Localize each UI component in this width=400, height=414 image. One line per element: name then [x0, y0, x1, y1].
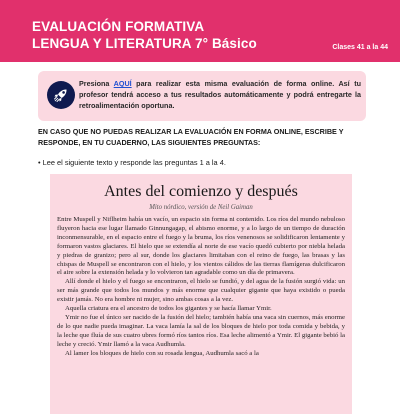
header-banner	[0, 0, 400, 62]
notice-text	[79, 79, 361, 111]
notice-text-before: Presiona	[79, 79, 114, 88]
online-notice-box	[38, 71, 366, 121]
reading-paragraph: Aquella criatura era el ancestro de todos los gigantes y se hacía llamar Ymir.	[65, 305, 272, 313]
reading-subtitle: Mito nórdico, versión de Neil Gaiman	[149, 204, 253, 211]
lessons-range: Clases 41 a la 44	[332, 44, 388, 51]
rocket-icon	[47, 81, 75, 109]
reading-paragraph: Allí donde el hielo y el fuego se encontraron, el hielo se fundió, y del agua de la fusión surgió vida: un ser más grande que todos los mundos y más enorme que cualquier gigante que haya existido o pueda existir jamás. No era hombre ni mujer, sino ambas cosas a la vez.	[57, 278, 345, 304]
header-title-line2: LENGUA Y LITERATURA 7° Básico	[32, 36, 257, 51]
reading-paragraph: Entre Muspell y Niflheim había un vacío, un espacio sin forma ni contenido. Los ríos del mundo nebuloso fluyeron hacia ese lugar llamado Ginnungagap, el abismo enorme, y a lo largo de un tiempo de duración inconmensurable, en el espacio entre el fuego y la bruma, los ríos venenosos se solidificaron lentamente y formaron vastos glaciares. El hielo que se extendía al norte de ese vacío quedó cubierto por niebla helada y piedras de granizo; pero al sur, donde los glaciares limitaban con el reino de fuego, las brasas y las chispas de Muspell se encontraron con el hielo, y los vientos cálidos de las tierras flamígeras dulcificaron el aire sobre la extensión helada y lo volvieron tan agradable como un día de primavera.	[57, 216, 345, 277]
notice-text-after: para realizar esta misma evaluación de forma online. Así tu profesor tendrá acceso a tus resultados automáticamente y podrá entregarte la retroalimentación oportuna.	[79, 79, 362, 110]
online-evaluation-link[interactable]: AQUÍ	[113, 79, 132, 88]
reading-paragraph: Ymir no fue el único ser nacido de la fusión del hielo; también había una vaca sin cuernos, más enorme de lo que nadie pueda imaginar. La vaca lamía la sal de los bloques de hielo por toda comida y bebida, y la leche que fluía de sus cuatro ubres formó ríos tantos ríos. Esa leche alimentó a Ymir. El gigante bebió la leche y creció. Ymir llamó a la vaca Audhumla.	[57, 313, 345, 348]
reading-text-box	[50, 174, 352, 414]
reading-title: Antes del comienzo y después	[104, 183, 298, 200]
header-title-line1: EVALUACIÓN FORMATIVA	[32, 19, 205, 34]
offline-instructions: EN CASO QUE NO PUEDAS REALIZAR LA EVALUACIÓN EN FORMA ONLINE, ESCRIBE Y RESPONDE, EN TU CUADERNO, LAS SIGUIENTES PREGUNTAS:	[38, 127, 344, 147]
reading-body	[57, 216, 345, 359]
reading-paragraph: Al lamer los bloques de hielo con su rosada lengua, Audhumla sacó a la	[65, 349, 259, 357]
reading-instruction-bullet: • Lee el siguiente texto y responde las preguntas 1 a la 4.	[38, 158, 226, 167]
